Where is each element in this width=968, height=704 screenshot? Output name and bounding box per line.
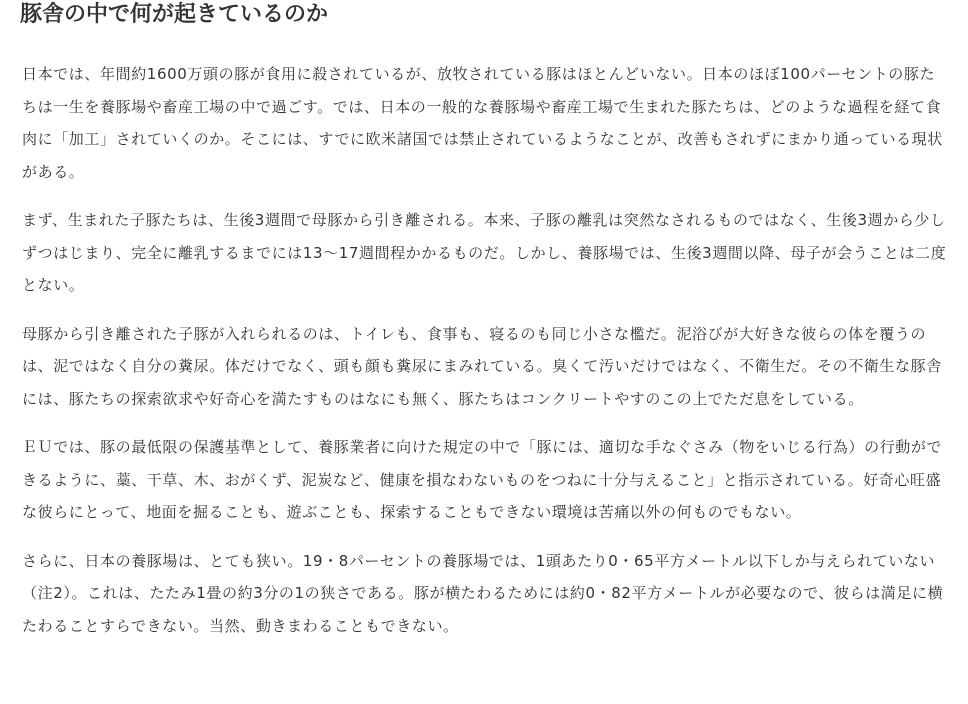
article-heading: 豚舎の中で何が起きているのか	[20, 2, 329, 27]
article-paragraph: 母豚から引き離された子豚が入れられるのは、トイレも、食事も、寝るのも同じ小さな檻だ。泥浴びが大好きな彼らの体を覆うのは、泥ではなく自分の糞尿。体だけでなく、頭も顔も糞尿にまみれている。臭くて汚いだけではなく、不衛生だ。その不衛生な豚舎には、豚たちの探索欲求や好奇心を満たすものはなにも無く、豚たちはコンクリートやすのこの上でただ息をしている。	[22, 324, 942, 408]
article-paragraph: まず、生まれた子豚たちは、生後3週間で母豚から引き離される。本来、子豚の離乳は突然なされるものではなく、生後3週から少しずつはじまり、完全に離乳するまでには13〜17週間程かかるものだ。しかし、養豚場では、生後3週間以降、母子が会うことは二度とない。	[22, 211, 947, 294]
article-paragraph: 日本では、年間約1600万頭の豚が食用に殺されているが、放牧されている豚はほとんどいない。日本のほぼ100パーセントの豚たちは一生を養豚場や畜産工場の中で過ごす。では、日本の一般的な養豚場や畜産工場で生まれた豚たちは、どのような過程を経て食肉に「加工」されていくのか。そこには、すでに欧米諸国では禁止されているようなことが、改善もされずにまかり通っている現状がある。	[22, 65, 943, 181]
article-paragraph: さらに、日本の養豚場は、とても狭い。19・8パーセントの養豚場では、1頭あたり0・65平方メートル以下しか与えられていない（注2）。これは、たたみ1畳の約3分の1の狭さである。豚が横たわるためには約0・82平方メートルが必要なので、彼らは満足に横たわることすらできない。当然、動きまわることもできない。	[22, 551, 944, 635]
article-paragraph: ＥＵでは、豚の最低限の保護基準として、養豚業者に向けた規定の中で「豚には、適切な手なぐさみ（物をいじる行為）の行動ができるように、藁、干草、木、おがくず、泥炭など、健康を損なわないものをつねに十分与えること」と指示されている。好奇心旺盛な彼らにとって、地面を掘ることも、遊ぶことも、探索することもできない環境は苦痛以外の何ものでもない。	[22, 438, 943, 521]
